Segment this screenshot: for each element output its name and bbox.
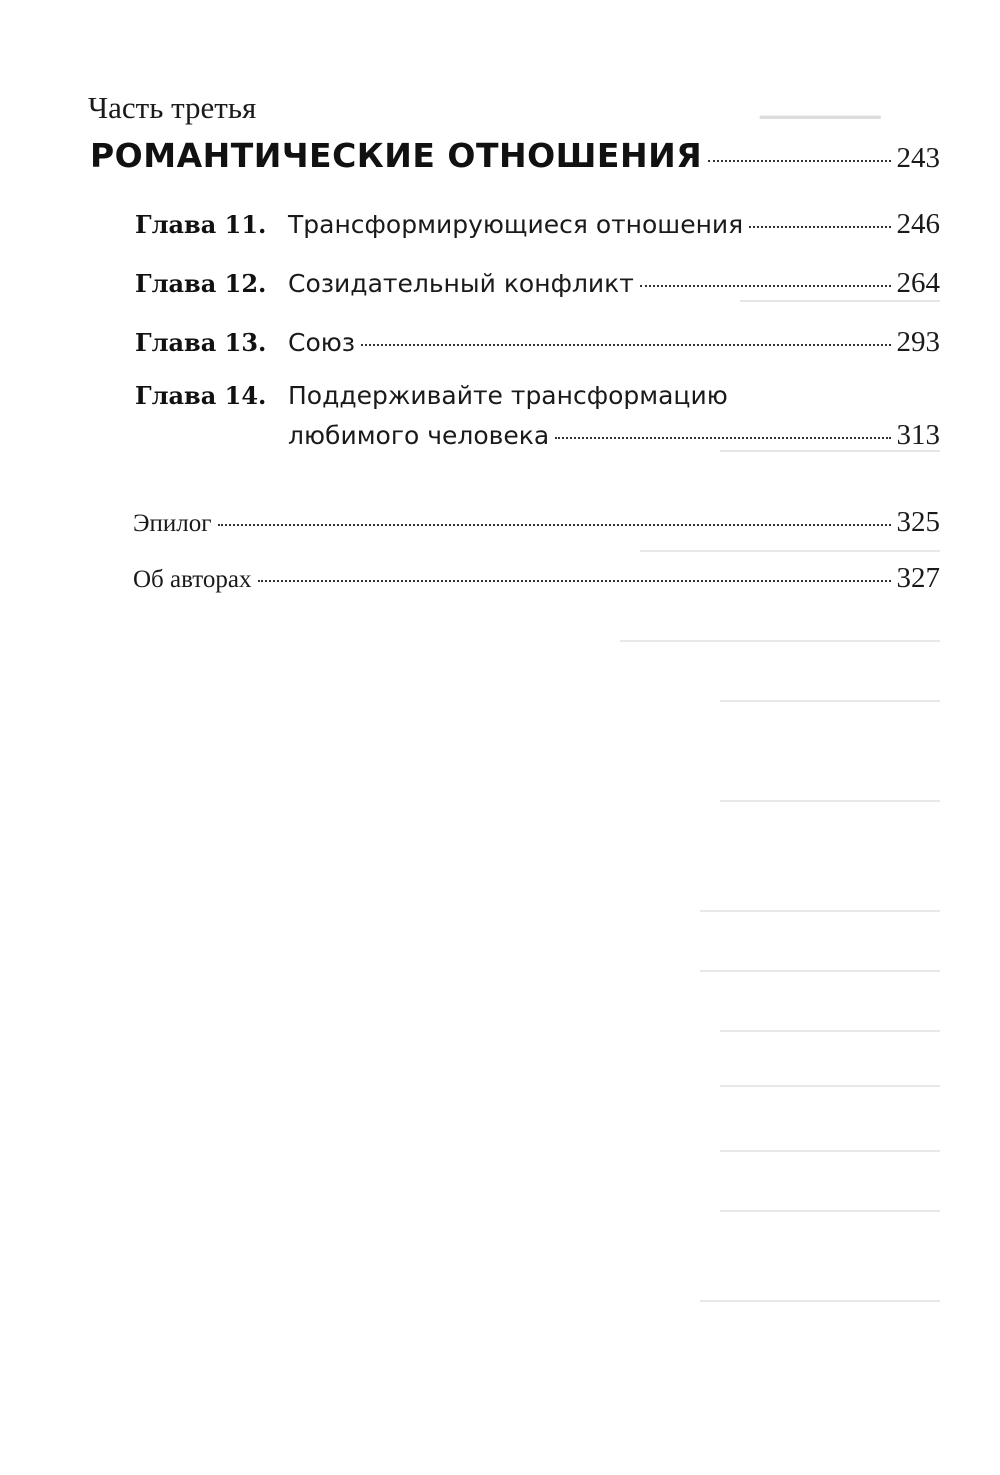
toc-entry-about-authors	[133, 562, 940, 595]
page-number: 325	[896, 506, 940, 538]
chapter-title: Созидательный конфликт	[288, 269, 634, 298]
chapter-label: Глава 11.	[135, 210, 267, 239]
part-label: Часть третья	[88, 90, 257, 125]
page-number: 313	[896, 419, 940, 451]
chapter-title: Трансформирующиеся отношения	[288, 210, 744, 239]
back-matter-title: Об авторах	[133, 566, 252, 593]
chapter-title-line1: Поддерживайте трансформацию	[288, 381, 728, 410]
toc-entry-part	[90, 136, 940, 175]
toc-entry-chapter-11	[135, 208, 940, 241]
toc-entry-chapter-12	[135, 267, 940, 300]
chapter-label: Глава 13.	[135, 328, 267, 357]
toc-entry-chapter-14	[135, 381, 940, 452]
leader-dots	[555, 437, 890, 439]
leader-dots	[258, 580, 891, 582]
chapter-label: Глава 12.	[135, 269, 267, 298]
back-matter-title: Эпилог	[133, 510, 212, 537]
chapter-title: Союз	[288, 328, 356, 357]
leader-dots	[749, 226, 890, 228]
page-number: 243	[896, 142, 940, 174]
page-number: 264	[896, 267, 940, 299]
show-through-decoration: ─────	[0, 0, 1000, 1475]
chapter-label: Глава 14.	[135, 381, 267, 410]
toc-entry-epilogue	[133, 506, 940, 539]
chapter-title-line2: любимого человека	[288, 421, 550, 450]
toc-entry-chapter-13	[135, 326, 940, 359]
leader-dots	[640, 285, 891, 287]
page-number: 327	[896, 562, 940, 594]
part-title: РОМАНТИЧЕСКИЕ ОТНОШЕНИЯ	[90, 136, 703, 175]
page-number: 246	[896, 208, 940, 240]
leader-dots	[708, 160, 890, 162]
leader-dots	[361, 344, 890, 346]
leader-dots	[218, 524, 891, 526]
page-number: 293	[896, 326, 940, 358]
